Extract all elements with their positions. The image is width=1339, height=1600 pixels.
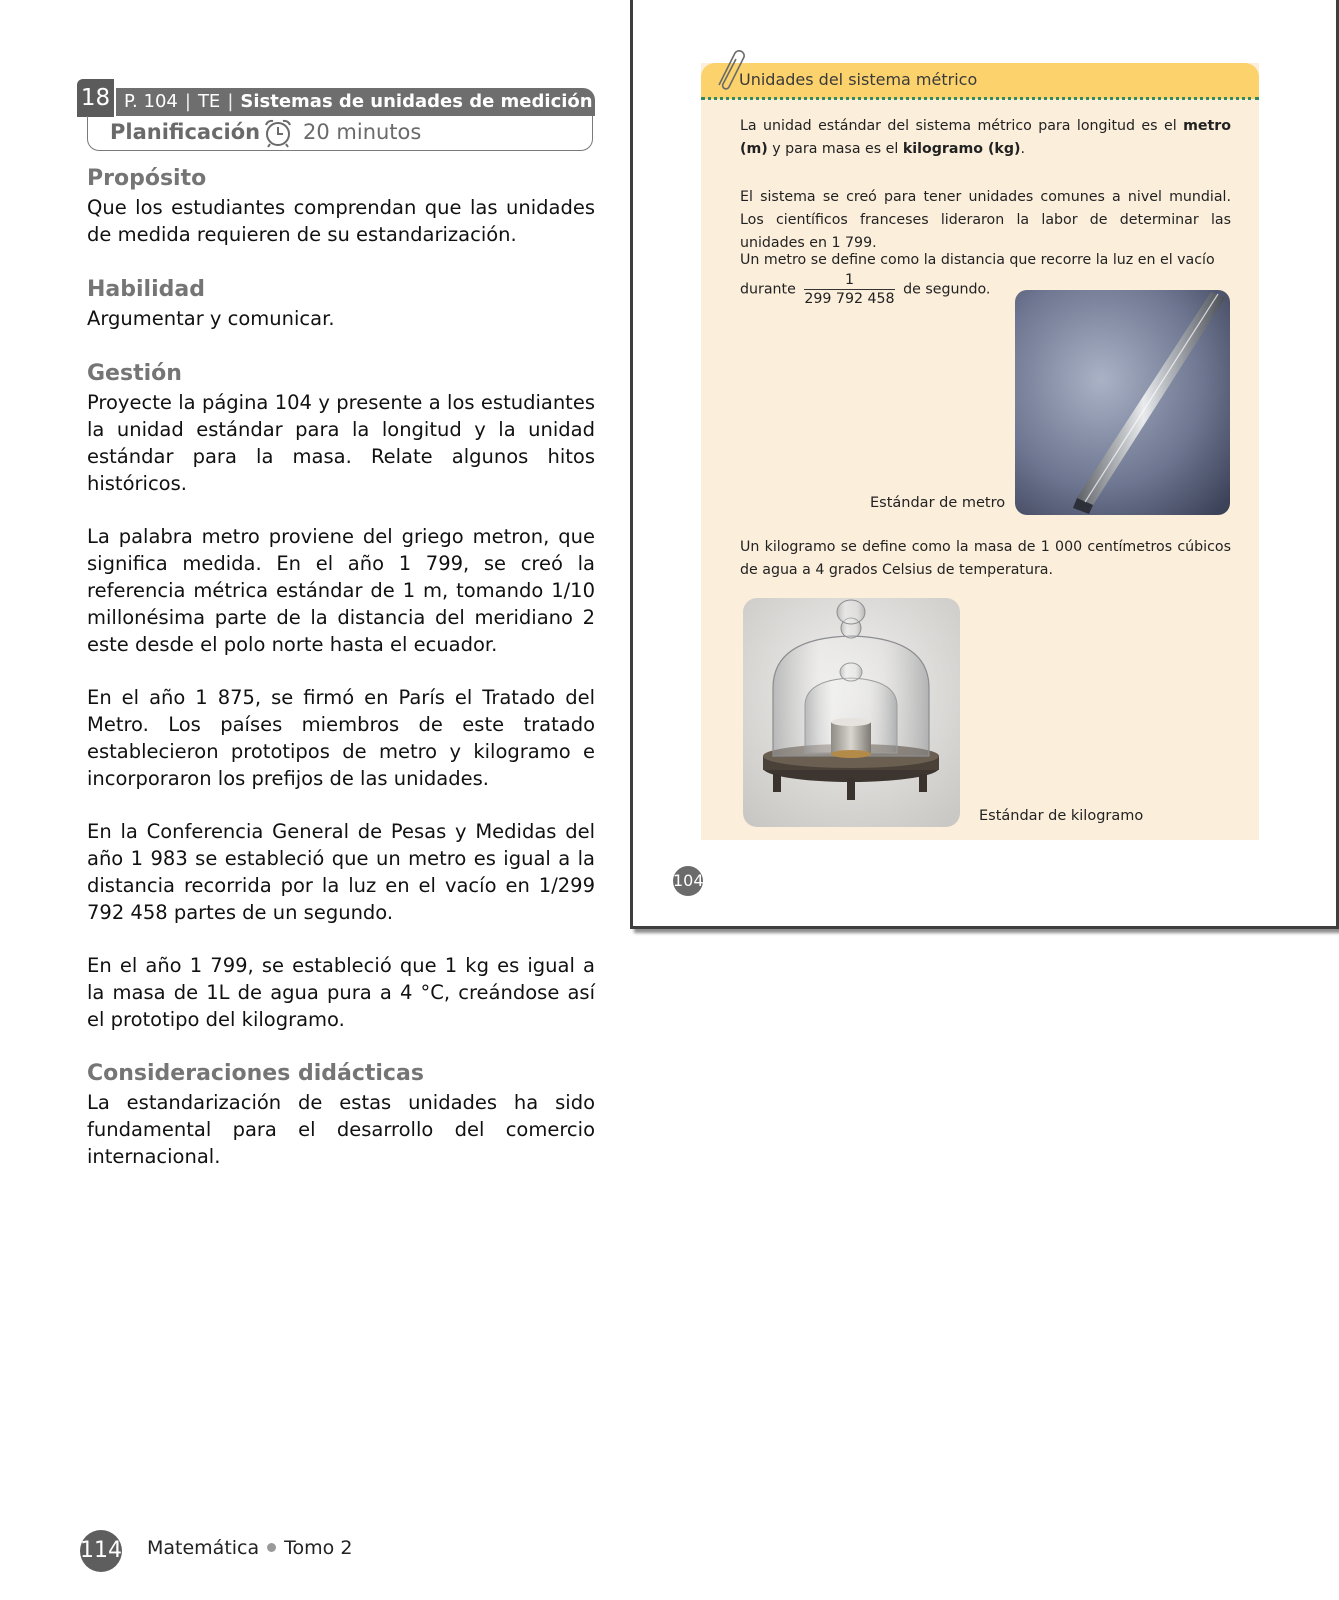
separator: |: [227, 91, 234, 112]
gestion-paragraph: En el año 1 799, se estableció que 1 kg es igual a la masa de 1L de agua pura a 4 °C, creándose así el prototipo del kilogramo.: [87, 954, 595, 1031]
info-box-title: Unidades del sistema métrico: [739, 70, 978, 89]
meter-definition-paragraph: Un metro se define como la distancia que recorre la luz en el vacío: [740, 252, 1215, 268]
lesson-number: 18: [77, 79, 114, 117]
student-page-number: 104: [673, 866, 703, 896]
section-title-proposito: Propósito: [87, 166, 207, 191]
proposito-text: Que los estudiantes comprendan que las unidades de medida requieren de su estandarización.: [87, 196, 595, 246]
fraction: $\frac{1}{299 792 458}$: [804, 272, 895, 307]
separator: |: [184, 91, 191, 112]
page-reference: P. 104: [124, 91, 178, 112]
section-title-habilidad: Habilidad: [87, 277, 205, 302]
meter-standard-caption: Estándar de metro: [870, 495, 1006, 511]
metric-units-paragraph: La unidad estándar del sistema métrico para longitud es el metro (m) y para masa es el kilogramo (kg).: [740, 118, 1231, 157]
kilogram-standard-photo: [743, 598, 960, 827]
habilidad-text: Argumentar y comunicar.: [87, 307, 335, 330]
planning-duration: 20 minutos: [303, 120, 422, 144]
planning-label: Planificación: [110, 120, 261, 144]
kilogram-definition-paragraph: Un kilogramo se define como la masa de 1 000 centímetros cúbicos de agua a 4 grados Celsius de temperatura.: [740, 539, 1231, 578]
lesson-title: Sistemas de unidades de medición: [240, 91, 593, 112]
alarm-clock-icon: [262, 118, 294, 148]
dotted-divider: [701, 97, 1259, 100]
section-title-gestion: Gestión: [87, 361, 182, 386]
system-origin-paragraph: El sistema se creó para tener unidades comunes a nivel mundial. Los científicos franceses lideraron la labor de determinar las unidades en 1 799.: [740, 189, 1231, 251]
lesson-header: [77, 79, 595, 153]
lesson-header-bar: [116, 88, 595, 116]
footer-subject: Matemática: [147, 1537, 260, 1559]
gestion-paragraph: Proyecte la página 104 y presente a los estudiantes la unidad estándar para la longitud y la unidad estándar para la masa. Relate algunos hitos históricos.: [87, 391, 595, 495]
te-label: TE: [197, 91, 221, 112]
gestion-paragraph: La palabra metro proviene del griego metron, que significa medida. En el año 1 799, se creó la referencia métrica estándar de 1 m, tomando 1/10 millonésima parte de la distancia del meridiano 2 este desde el polo norte hasta el ecuador.: [87, 525, 595, 656]
kilogram-standard-caption: Estándar de kilogramo: [979, 808, 1144, 824]
gestion-paragraph: En la Conferencia General de Pesas y Medidas del año 1 983 se estableció que un metro es igual a la distancia recorrida por la luz en el vacío en 1/299 792 458 partes de un segundo.: [87, 820, 595, 924]
consideraciones-text: La estandarización de estas unidades ha sido fundamental para el desarrollo del comercio internacional.: [87, 1091, 595, 1168]
footer-book-info: [147, 1537, 352, 1559]
section-title-consideraciones: Consideraciones didácticas: [87, 1061, 424, 1086]
planning-box: [87, 116, 593, 151]
meter-standard-photo: [1015, 290, 1230, 515]
footer-volume: Tomo 2: [284, 1537, 353, 1559]
meter-definition-fraction-line: durante $\frac{1}{299 792 458}$ de segundo.: [740, 272, 991, 307]
gestion-paragraph: En el año 1 875, se firmó en París el Tratado del Metro. Los países miembros de este tratado establecieron prototipos de metro y kilogramo e incorporaron los prefijos de las unidades.: [87, 686, 595, 790]
teacher-guide-column: [87, 164, 595, 1170]
bullet-dot-icon: [267, 1543, 276, 1552]
footer-page-number: 114: [80, 1530, 122, 1572]
